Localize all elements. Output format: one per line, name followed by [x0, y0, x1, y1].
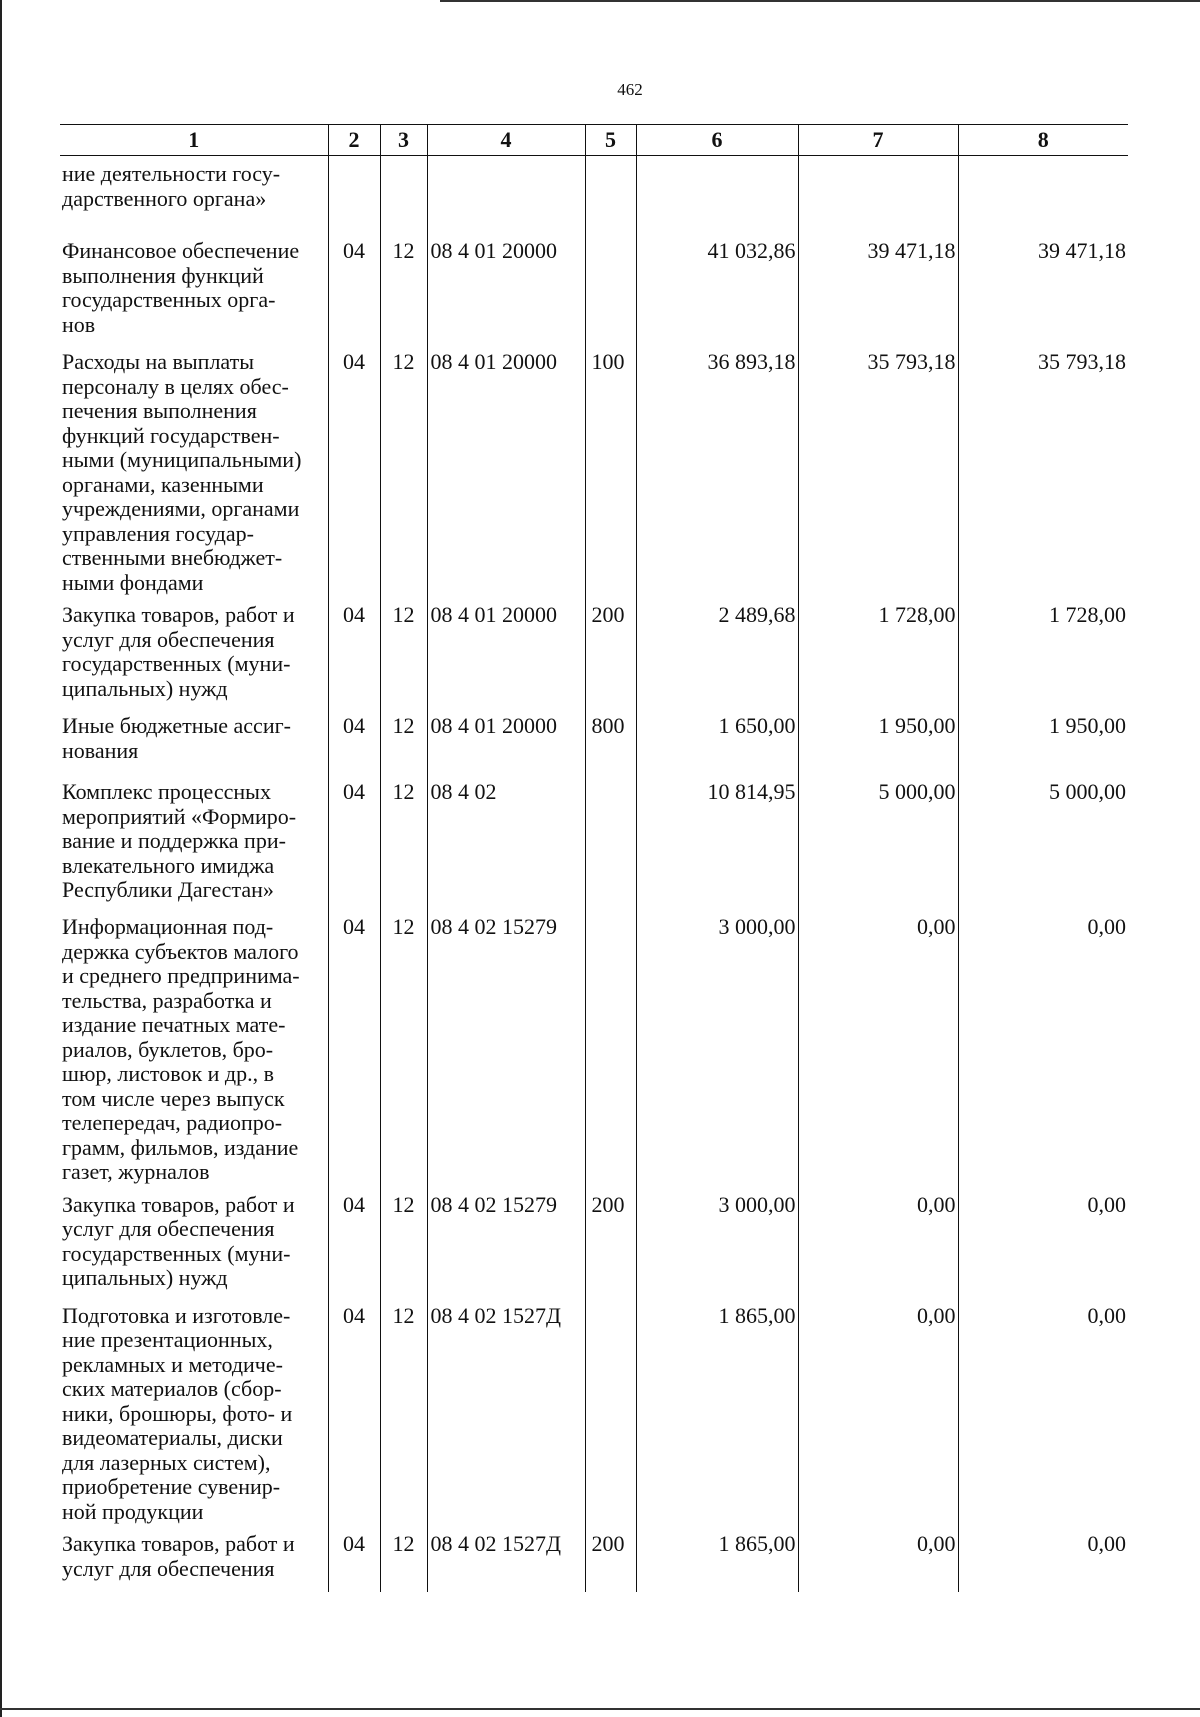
- section-code: 04: [328, 1296, 380, 1525]
- table-row: [60, 907, 1128, 1185]
- header-col-7: 7: [798, 125, 958, 156]
- amount-col-7: [798, 156, 958, 232]
- expense-type-code: 800: [585, 706, 636, 772]
- expense-type-code: 200: [585, 595, 636, 706]
- subsection-code: 12: [380, 342, 427, 595]
- description-line: газет, журналов: [62, 1159, 210, 1184]
- row-description: [60, 1185, 328, 1296]
- scan-top-line: [440, 0, 1200, 2]
- amount-col-7: 1 950,00: [798, 706, 958, 772]
- description-line: дарственного органа»: [62, 185, 267, 211]
- expense-type-code: [585, 231, 636, 342]
- amount-col-8: 35 793,18: [958, 342, 1128, 595]
- table-body: [60, 156, 1128, 1593]
- amount-col-7: 1 728,00: [798, 595, 958, 706]
- amount-col-6: 2 489,68: [636, 595, 798, 706]
- amount-col-8: 0,00: [958, 907, 1128, 1185]
- description-line: влекательного имиджа: [62, 852, 275, 878]
- budget-table: [60, 124, 1128, 1592]
- row-description: [60, 595, 328, 706]
- amount-col-8: 0,00: [958, 1185, 1128, 1296]
- description-line: том числе через выпуск: [62, 1085, 285, 1111]
- amount-col-6: 41 032,86: [636, 231, 798, 342]
- expense-type-code: [585, 907, 636, 1185]
- description-line: Закупка товаров, работ и: [62, 1191, 295, 1217]
- target-article-code: 08 4 02 15279: [427, 1185, 585, 1296]
- description-line: нов: [62, 311, 96, 337]
- target-article-code: [427, 156, 585, 232]
- description-line: шюр, листовок и др., в: [62, 1061, 274, 1086]
- table-row: [60, 706, 1128, 772]
- header-col-2: 2: [328, 125, 380, 156]
- description-line: ципальных) нужд: [62, 675, 228, 701]
- amount-col-8: 5 000,00: [958, 772, 1128, 907]
- expense-type-code: [585, 1296, 636, 1525]
- description-line: услуг для обеспечения: [62, 1216, 275, 1241]
- description-line: ние деятельности госу-: [62, 161, 281, 186]
- amount-col-6: 1 865,00: [636, 1296, 798, 1525]
- table-row: [60, 772, 1128, 907]
- header-col-3: 3: [380, 125, 427, 156]
- subsection-code: 12: [380, 772, 427, 907]
- header-col-4: 4: [427, 125, 585, 156]
- description-line: риалов, буклетов, бро-: [62, 1036, 274, 1062]
- header-col-1: 1: [60, 125, 328, 156]
- description-line: учреждениями, органами: [62, 496, 300, 521]
- header-col-5: 5: [585, 125, 636, 156]
- amount-col-8: 1 728,00: [958, 595, 1128, 706]
- amount-col-7: 0,00: [798, 1524, 958, 1592]
- amount-col-7: 39 471,18: [798, 231, 958, 342]
- description-line: Информационная под-: [62, 914, 274, 939]
- description-line: держка субъектов малого: [62, 938, 299, 964]
- amount-col-8: [958, 156, 1128, 232]
- description-line: печения выполнения: [62, 398, 257, 423]
- amount-col-6: 10 814,95: [636, 772, 798, 907]
- row-description: [60, 772, 328, 907]
- description-line: Закупка товаров, работ и: [62, 1531, 295, 1556]
- target-article-code: 08 4 01 20000: [427, 595, 585, 706]
- description-line: персоналу в целях обес-: [62, 373, 289, 399]
- row-description: [60, 1296, 328, 1525]
- description-line: услуг для обеспечения: [62, 626, 275, 652]
- subsection-code: 12: [380, 1185, 427, 1296]
- table-row: [60, 156, 1128, 232]
- description-line: ние презентационных,: [62, 1327, 273, 1352]
- description-line: выполнения функций: [62, 262, 264, 288]
- amount-col-7: 0,00: [798, 1296, 958, 1525]
- description-line: вание и поддержка при-: [62, 828, 286, 853]
- amount-col-7: 5 000,00: [798, 772, 958, 907]
- amount-col-8: 39 471,18: [958, 231, 1128, 342]
- target-article-code: 08 4 02 1527Д: [427, 1296, 585, 1525]
- description-line: грамм, фильмов, издание: [62, 1134, 299, 1160]
- table-row: [60, 342, 1128, 595]
- row-description: [60, 706, 328, 772]
- header-row: [60, 125, 1128, 156]
- amount-col-8: 0,00: [958, 1296, 1128, 1525]
- expense-type-code: 100: [585, 342, 636, 595]
- section-code: 04: [328, 706, 380, 772]
- table-row: [60, 231, 1128, 342]
- amount-col-8: 0,00: [958, 1524, 1128, 1592]
- row-description: [60, 907, 328, 1185]
- subsection-code: 12: [380, 1524, 427, 1592]
- description-line: Закупка товаров, работ и: [62, 602, 295, 627]
- page-number: 462: [617, 80, 643, 99]
- row-description: [60, 1524, 328, 1592]
- description-line: и среднего предпринима-: [62, 963, 300, 988]
- description-line: ники, брошюры, фото- и: [62, 1400, 293, 1426]
- description-line: рекламных и методиче-: [62, 1351, 283, 1377]
- expense-type-code: 200: [585, 1524, 636, 1592]
- section-code: 04: [328, 772, 380, 907]
- amount-col-8: 1 950,00: [958, 706, 1128, 772]
- description-line: государственных (муни-: [62, 651, 291, 676]
- target-article-code: 08 4 02 1527Д: [427, 1524, 585, 1592]
- table-row: [60, 1524, 1128, 1592]
- description-line: мероприятий «Формиро-: [62, 803, 297, 829]
- description-line: для лазерных систем),: [62, 1449, 271, 1475]
- target-article-code: 08 4 01 20000: [427, 342, 585, 595]
- row-description: [60, 156, 328, 232]
- description-line: Иные бюджетные ассиг-: [62, 713, 291, 738]
- amount-col-6: 1 865,00: [636, 1524, 798, 1592]
- subsection-code: 12: [380, 231, 427, 342]
- description-line: ципальных) нужд: [62, 1265, 228, 1290]
- description-line: ной продукции: [62, 1498, 204, 1524]
- description-line: ственными внебюджет-: [62, 545, 283, 570]
- row-description: [60, 231, 328, 342]
- section-code: 04: [328, 907, 380, 1185]
- description-line: тельства, разработка и: [62, 987, 272, 1013]
- target-article-code: 08 4 02 15279: [427, 907, 585, 1185]
- description-line: нования: [62, 737, 139, 763]
- description-line: услуг для обеспечения: [62, 1555, 275, 1581]
- target-article-code: 08 4 01 20000: [427, 231, 585, 342]
- description-line: функций государствен-: [62, 422, 280, 448]
- description-line: издание печатных мате-: [62, 1012, 286, 1037]
- section-code: [328, 156, 380, 232]
- subsection-code: 12: [380, 706, 427, 772]
- description-line: телепередач, радиопро-: [62, 1110, 283, 1135]
- description-line: ными фондами: [62, 569, 204, 595]
- amount-col-7: 35 793,18: [798, 342, 958, 595]
- table-row: [60, 1185, 1128, 1296]
- amount-col-7: 0,00: [798, 907, 958, 1185]
- subsection-code: 12: [380, 595, 427, 706]
- amount-col-6: 1 650,00: [636, 706, 798, 772]
- table-row: [60, 1296, 1128, 1525]
- description-line: ских материалов (сбор-: [62, 1376, 282, 1401]
- description-line: государственных (муни-: [62, 1240, 291, 1266]
- description-line: Республики Дагестан»: [62, 877, 274, 902]
- description-line: видеоматериалы, диски: [62, 1425, 283, 1450]
- header-col-6: 6: [636, 125, 798, 156]
- section-code: 04: [328, 595, 380, 706]
- amount-col-6: 3 000,00: [636, 907, 798, 1185]
- table-row: [60, 595, 1128, 706]
- description-line: Расходы на выплаты: [62, 349, 255, 374]
- section-code: 04: [328, 1524, 380, 1592]
- target-article-code: 08 4 01 20000: [427, 706, 585, 772]
- description-line: Финансовое обеспечение: [62, 238, 300, 263]
- subsection-code: 12: [380, 907, 427, 1185]
- description-line: государственных орга-: [62, 287, 276, 312]
- description-line: Комплекс процессных: [62, 779, 271, 804]
- scan-left-edge: [0, 0, 2, 1717]
- target-article-code: 08 4 02: [427, 772, 585, 907]
- scan-bottom-line: [0, 1708, 1200, 1710]
- subsection-code: 12: [380, 1296, 427, 1525]
- row-description: [60, 342, 328, 595]
- description-line: Подготовка и изготовле-: [62, 1302, 291, 1328]
- description-line: органами, казенными: [62, 471, 264, 497]
- section-code: 04: [328, 1185, 380, 1296]
- description-line: управления государ-: [62, 520, 254, 546]
- expense-type-code: [585, 772, 636, 907]
- amount-col-6: [636, 156, 798, 232]
- amount-col-6: 3 000,00: [636, 1185, 798, 1296]
- amount-col-7: 0,00: [798, 1185, 958, 1296]
- subsection-code: [380, 156, 427, 232]
- header-col-8: 8: [958, 125, 1128, 156]
- section-code: 04: [328, 231, 380, 342]
- description-line: приобретение сувенир-: [62, 1474, 281, 1499]
- expense-type-code: 200: [585, 1185, 636, 1296]
- expense-type-code: [585, 156, 636, 232]
- description-line: ными (муниципальными): [62, 447, 302, 472]
- amount-col-6: 36 893,18: [636, 342, 798, 595]
- section-code: 04: [328, 342, 380, 595]
